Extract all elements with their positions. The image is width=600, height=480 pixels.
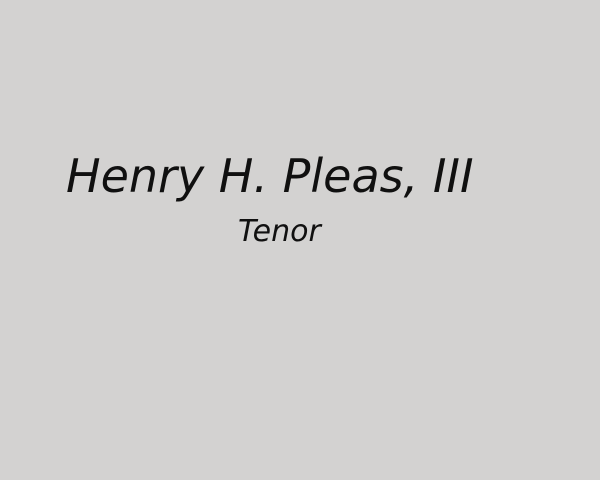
performer-role: Tenor — [238, 214, 321, 249]
performer-name: Henry H. Pleas, III — [66, 149, 474, 203]
